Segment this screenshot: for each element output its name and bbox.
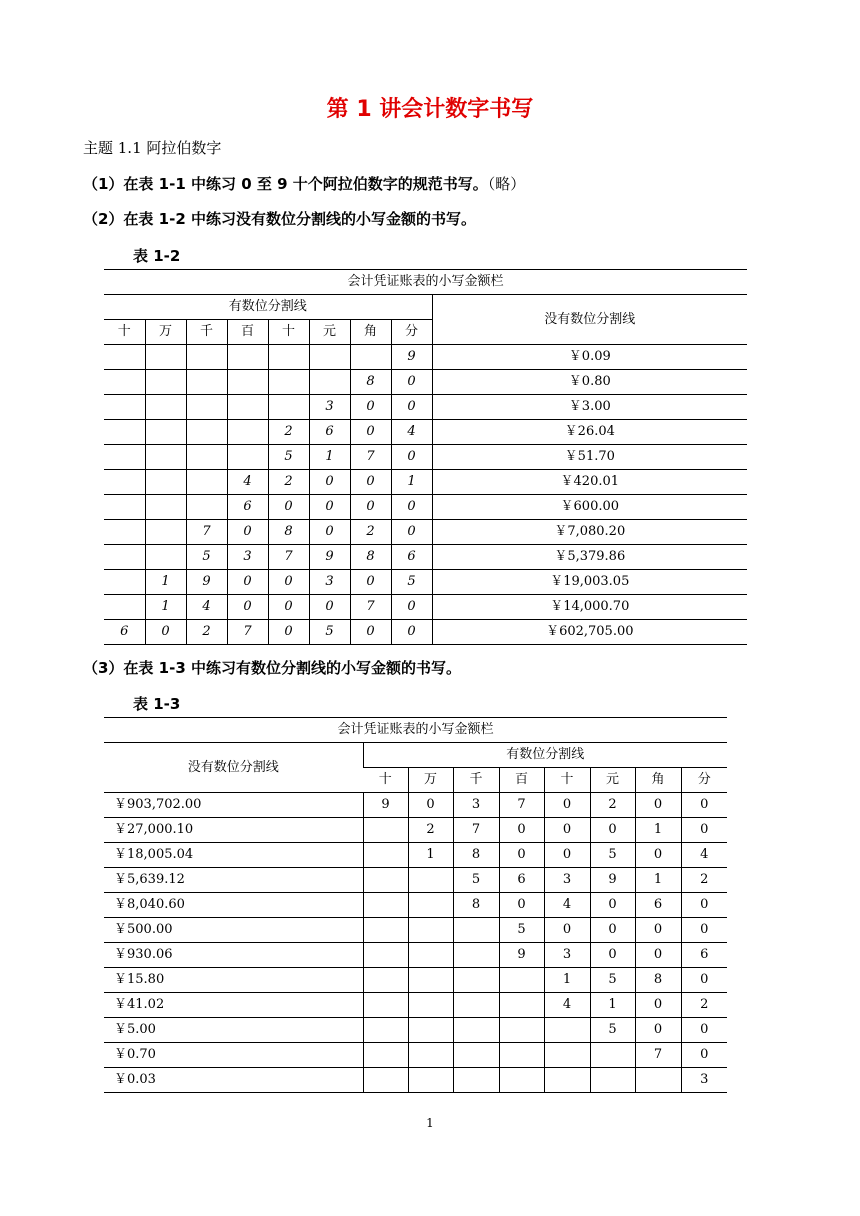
digit-cell — [145, 545, 186, 570]
table-row — [104, 1018, 727, 1043]
digit-cell — [186, 395, 227, 420]
amount-cell: ￥5.00 — [104, 1018, 363, 1043]
digit-cell: 0 — [309, 470, 350, 495]
digit-cell: 0 — [499, 843, 544, 868]
digit-cell: 0 — [499, 893, 544, 918]
instruction-2: （2）在表 1-2 中练习没有数位分割线的小写金额的书写。 — [83, 210, 476, 228]
digit-cell: 7 — [350, 595, 391, 620]
digit-cell — [408, 893, 453, 918]
topic-heading: 主题 1.1 阿拉伯数字 — [83, 139, 222, 157]
digit-header: 万 — [408, 768, 453, 793]
digit-cell — [590, 1068, 635, 1093]
digit-cell — [363, 893, 408, 918]
digit-cell: 1 — [408, 843, 453, 868]
table-3-header: 会计凭证账表的小写金额栏 — [104, 718, 727, 743]
amount-cell: ￥930.06 — [104, 943, 363, 968]
table-2 — [104, 269, 747, 645]
digit-cell: 9 — [309, 545, 350, 570]
table-row — [104, 868, 727, 893]
table-row — [104, 620, 747, 645]
digit-header: 分 — [391, 320, 432, 345]
amount-cell: ￥903,702.00 — [104, 793, 363, 818]
digit-cell: 0 — [268, 495, 309, 520]
digit-cell: 2 — [590, 793, 635, 818]
amount-cell: ￥26.04 — [432, 420, 747, 445]
digit-cell: 0 — [681, 1018, 727, 1043]
digit-cell: 7 — [350, 445, 391, 470]
digit-cell: 0 — [544, 818, 590, 843]
amount-cell: ￥0.80 — [432, 370, 747, 395]
table-row — [104, 993, 727, 1018]
digit-cell — [408, 1018, 453, 1043]
digit-cell: 0 — [227, 570, 268, 595]
digit-cell: 6 — [681, 943, 727, 968]
digit-cell: 9 — [391, 345, 432, 370]
digit-cell — [453, 1068, 499, 1093]
digit-cell: 0 — [350, 620, 391, 645]
table-3-without-lines-header: 没有数位分割线 — [104, 743, 363, 793]
digit-header: 元 — [309, 320, 350, 345]
digit-cell: 2 — [268, 420, 309, 445]
digit-header: 角 — [635, 768, 681, 793]
digit-cell: 5 — [453, 868, 499, 893]
table-row — [104, 345, 747, 370]
digit-cell: 0 — [590, 893, 635, 918]
table-row — [104, 968, 727, 993]
amount-cell: ￥600.00 — [432, 495, 747, 520]
digit-cell — [186, 420, 227, 445]
digit-cell: 2 — [350, 520, 391, 545]
digit-cell: 2 — [268, 470, 309, 495]
digit-cell: 6 — [227, 495, 268, 520]
digit-cell — [104, 495, 145, 520]
amount-cell: ￥5,379.86 — [432, 545, 747, 570]
digit-cell — [145, 470, 186, 495]
digit-cell — [499, 993, 544, 1018]
digit-cell: 6 — [104, 620, 145, 645]
digit-cell: 5 — [309, 620, 350, 645]
digit-cell — [227, 345, 268, 370]
digit-cell: 1 — [391, 470, 432, 495]
table-3-with-lines-header: 有数位分割线 — [363, 743, 727, 768]
digit-cell: 3 — [309, 395, 350, 420]
instruction-1-text: （1）在表 1-1 中练习 0 至 9 十个阿拉伯数字的规范书写。 — [83, 175, 488, 193]
digit-cell: 2 — [681, 993, 727, 1018]
digit-cell: 0 — [681, 893, 727, 918]
digit-cell: 3 — [309, 570, 350, 595]
digit-cell: 0 — [590, 818, 635, 843]
digit-cell: 2 — [408, 818, 453, 843]
instruction-1-note: （略） — [487, 175, 526, 193]
digit-cell: 0 — [391, 620, 432, 645]
digit-cell: 8 — [268, 520, 309, 545]
digit-cell: 0 — [499, 818, 544, 843]
digit-cell — [590, 1043, 635, 1068]
digit-cell: 7 — [499, 793, 544, 818]
digit-cell: 7 — [227, 620, 268, 645]
digit-cell: 3 — [453, 793, 499, 818]
digit-cell: 5 — [590, 843, 635, 868]
digit-cell: 8 — [350, 545, 391, 570]
digit-cell — [145, 520, 186, 545]
digit-cell — [363, 918, 408, 943]
digit-cell — [499, 968, 544, 993]
digit-cell — [453, 1043, 499, 1068]
digit-header: 十 — [363, 768, 408, 793]
digit-cell — [268, 345, 309, 370]
digit-cell: 0 — [635, 843, 681, 868]
amount-cell: ￥51.70 — [432, 445, 747, 470]
table-row — [104, 843, 727, 868]
digit-cell: 0 — [544, 843, 590, 868]
digit-cell — [363, 993, 408, 1018]
digit-cell — [408, 1043, 453, 1068]
amount-cell: ￥7,080.20 — [432, 520, 747, 545]
digit-cell — [227, 370, 268, 395]
table-2-header: 会计凭证账表的小写金额栏 — [104, 270, 747, 295]
digit-cell: 5 — [590, 968, 635, 993]
digit-cell — [544, 1043, 590, 1068]
table-3 — [104, 717, 727, 1093]
digit-cell — [408, 943, 453, 968]
digit-cell: 1 — [145, 595, 186, 620]
digit-cell: 0 — [391, 595, 432, 620]
digit-cell: 0 — [544, 793, 590, 818]
instruction-1 — [83, 173, 525, 194]
table-row — [104, 420, 747, 445]
digit-cell: 0 — [681, 918, 727, 943]
amount-cell: ￥14,000.70 — [432, 595, 747, 620]
digit-cell: 0 — [350, 395, 391, 420]
digit-cell — [408, 918, 453, 943]
digit-cell — [145, 370, 186, 395]
digit-cell — [635, 1068, 681, 1093]
amount-cell: ￥3.00 — [432, 395, 747, 420]
digit-cell: 0 — [391, 370, 432, 395]
digit-cell: 8 — [453, 893, 499, 918]
digit-cell: 4 — [544, 893, 590, 918]
digit-cell — [453, 918, 499, 943]
digit-cell — [104, 345, 145, 370]
amount-cell: ￥602,705.00 — [432, 620, 747, 645]
digit-header: 百 — [227, 320, 268, 345]
digit-header: 十 — [268, 320, 309, 345]
digit-cell — [363, 818, 408, 843]
amount-cell: ￥8,040.60 — [104, 893, 363, 918]
digit-cell — [104, 595, 145, 620]
digit-cell — [408, 868, 453, 893]
digit-cell: 5 — [391, 570, 432, 595]
digit-header: 角 — [350, 320, 391, 345]
digit-cell — [363, 968, 408, 993]
digit-cell — [227, 395, 268, 420]
table-row — [104, 595, 747, 620]
digit-cell — [186, 495, 227, 520]
digit-cell — [104, 470, 145, 495]
digit-header: 万 — [145, 320, 186, 345]
amount-cell: ￥0.70 — [104, 1043, 363, 1068]
digit-cell: 9 — [363, 793, 408, 818]
digit-cell — [363, 943, 408, 968]
digit-cell: 0 — [681, 818, 727, 843]
digit-cell: 0 — [227, 595, 268, 620]
digit-cell: 0 — [309, 495, 350, 520]
digit-cell: 0 — [681, 793, 727, 818]
page-number: 1 — [426, 1116, 434, 1130]
digit-cell: 8 — [453, 843, 499, 868]
digit-cell: 6 — [635, 893, 681, 918]
digit-cell: 0 — [268, 620, 309, 645]
table-2-without-lines-header: 没有数位分割线 — [432, 295, 747, 345]
digit-cell: 9 — [590, 868, 635, 893]
digit-cell — [145, 345, 186, 370]
digit-cell: 2 — [681, 868, 727, 893]
digit-cell: 1 — [590, 993, 635, 1018]
digit-cell: 0 — [145, 620, 186, 645]
page-title: 第 1 讲会计数字书写 — [326, 97, 534, 122]
amount-cell: ￥41.02 — [104, 993, 363, 1018]
digit-cell — [145, 495, 186, 520]
digit-cell: 5 — [186, 545, 227, 570]
table-row — [104, 943, 727, 968]
digit-cell — [544, 1068, 590, 1093]
digit-cell: 1 — [145, 570, 186, 595]
digit-cell — [408, 968, 453, 993]
digit-cell — [453, 943, 499, 968]
digit-cell — [408, 1068, 453, 1093]
digit-cell — [104, 570, 145, 595]
digit-cell — [453, 968, 499, 993]
table-row — [104, 495, 747, 520]
digit-cell — [350, 345, 391, 370]
digit-cell — [145, 445, 186, 470]
digit-cell — [104, 520, 145, 545]
digit-cell: 0 — [391, 395, 432, 420]
table-row — [104, 818, 727, 843]
digit-cell: 4 — [227, 470, 268, 495]
digit-cell: 0 — [391, 445, 432, 470]
digit-cell — [408, 993, 453, 1018]
digit-cell — [544, 1018, 590, 1043]
table-row — [104, 1043, 727, 1068]
digit-cell: 5 — [590, 1018, 635, 1043]
digit-cell: 0 — [268, 570, 309, 595]
digit-cell: 3 — [544, 943, 590, 968]
digit-cell: 0 — [350, 470, 391, 495]
digit-cell: 7 — [453, 818, 499, 843]
digit-cell: 0 — [391, 495, 432, 520]
amount-cell: ￥500.00 — [104, 918, 363, 943]
digit-cell: 6 — [391, 545, 432, 570]
digit-cell — [453, 1018, 499, 1043]
digit-cell — [499, 1068, 544, 1093]
digit-cell — [104, 395, 145, 420]
digit-cell: 5 — [499, 918, 544, 943]
digit-cell — [268, 395, 309, 420]
digit-cell: 0 — [635, 993, 681, 1018]
digit-cell — [363, 1043, 408, 1068]
table-row — [104, 520, 747, 545]
table-row — [104, 1068, 727, 1093]
digit-cell: 0 — [350, 570, 391, 595]
amount-cell: ￥0.09 — [432, 345, 747, 370]
digit-cell — [186, 345, 227, 370]
digit-cell: 9 — [186, 570, 227, 595]
digit-cell: 0 — [590, 918, 635, 943]
digit-cell: 2 — [186, 620, 227, 645]
digit-cell: 4 — [391, 420, 432, 445]
digit-cell — [499, 1018, 544, 1043]
digit-cell: 5 — [268, 445, 309, 470]
digit-cell — [186, 370, 227, 395]
digit-cell: 4 — [544, 993, 590, 1018]
digit-cell: 1 — [309, 445, 350, 470]
amount-cell: ￥0.03 — [104, 1068, 363, 1093]
digit-cell: 3 — [227, 545, 268, 570]
amount-cell: ￥5,639.12 — [104, 868, 363, 893]
digit-cell: 9 — [499, 943, 544, 968]
digit-cell: 8 — [635, 968, 681, 993]
digit-cell: 6 — [499, 868, 544, 893]
digit-cell: 1 — [544, 968, 590, 993]
table-row — [104, 893, 727, 918]
table-3-caption: 表 1-3 — [133, 695, 181, 713]
digit-cell: 0 — [635, 943, 681, 968]
table-row — [104, 545, 747, 570]
digit-header: 千 — [186, 320, 227, 345]
digit-cell: 0 — [309, 520, 350, 545]
digit-cell: 0 — [350, 495, 391, 520]
amount-cell: ￥15.80 — [104, 968, 363, 993]
digit-cell: 0 — [268, 595, 309, 620]
amount-cell: ￥18,005.04 — [104, 843, 363, 868]
digit-cell — [363, 843, 408, 868]
amount-cell: ￥19,003.05 — [432, 570, 747, 595]
digit-cell: 0 — [635, 793, 681, 818]
table-row — [104, 793, 727, 818]
digit-cell: 3 — [544, 868, 590, 893]
digit-cell: 4 — [186, 595, 227, 620]
amount-cell: ￥420.01 — [432, 470, 747, 495]
digit-cell: 0 — [391, 520, 432, 545]
digit-header: 百 — [499, 768, 544, 793]
digit-cell — [499, 1043, 544, 1068]
digit-cell: 1 — [635, 868, 681, 893]
digit-cell: 3 — [681, 1068, 727, 1093]
digit-cell: 7 — [186, 520, 227, 545]
digit-cell — [363, 868, 408, 893]
table-row — [104, 918, 727, 943]
digit-cell: 0 — [309, 595, 350, 620]
digit-header: 千 — [453, 768, 499, 793]
digit-cell: 0 — [635, 1018, 681, 1043]
digit-cell — [104, 445, 145, 470]
digit-cell — [268, 370, 309, 395]
table-row — [104, 395, 747, 420]
digit-cell: 6 — [309, 420, 350, 445]
digit-cell — [309, 370, 350, 395]
digit-cell: 0 — [227, 520, 268, 545]
digit-cell — [145, 420, 186, 445]
table-row — [104, 370, 747, 395]
digit-cell — [145, 395, 186, 420]
digit-cell — [309, 345, 350, 370]
digit-header: 元 — [590, 768, 635, 793]
amount-cell: ￥27,000.10 — [104, 818, 363, 843]
digit-cell: 0 — [590, 943, 635, 968]
table-row — [104, 570, 747, 595]
table-2-caption: 表 1-2 — [133, 247, 181, 265]
digit-cell — [104, 420, 145, 445]
digit-cell — [453, 993, 499, 1018]
digit-cell — [186, 445, 227, 470]
table-row — [104, 470, 747, 495]
digit-cell: 7 — [635, 1043, 681, 1068]
digit-cell: 4 — [681, 843, 727, 868]
digit-cell — [227, 420, 268, 445]
digit-cell — [104, 370, 145, 395]
digit-header: 十 — [104, 320, 145, 345]
digit-cell: 0 — [350, 420, 391, 445]
digit-cell — [104, 545, 145, 570]
digit-cell: 1 — [635, 818, 681, 843]
digit-cell — [363, 1018, 408, 1043]
digit-cell — [227, 445, 268, 470]
digit-cell — [363, 1068, 408, 1093]
digit-cell: 0 — [408, 793, 453, 818]
digit-cell: 0 — [635, 918, 681, 943]
table-row — [104, 445, 747, 470]
digit-cell: 7 — [268, 545, 309, 570]
table-2-with-lines-header: 有数位分割线 — [104, 295, 432, 320]
digit-header: 十 — [544, 768, 590, 793]
digit-cell: 0 — [681, 1043, 727, 1068]
digit-cell: 0 — [544, 918, 590, 943]
instruction-3: （3）在表 1-3 中练习有数位分割线的小写金额的书写。 — [83, 659, 461, 677]
digit-cell — [186, 470, 227, 495]
digit-cell: 0 — [681, 968, 727, 993]
digit-header: 分 — [681, 768, 727, 793]
digit-cell: 8 — [350, 370, 391, 395]
